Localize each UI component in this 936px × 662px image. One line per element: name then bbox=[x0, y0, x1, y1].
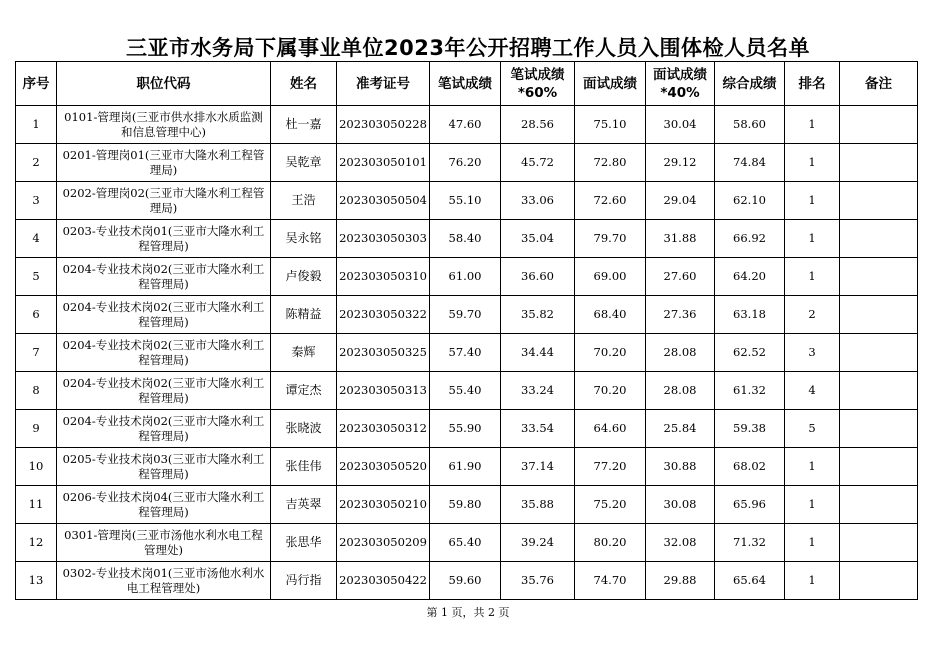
cell-written-weighted: 33.06 bbox=[501, 182, 575, 220]
header-rank: 排名 bbox=[785, 62, 840, 106]
cell-rank: 1 bbox=[785, 524, 840, 562]
cell-remark bbox=[840, 296, 918, 334]
cell-written-weighted: 36.60 bbox=[501, 258, 575, 296]
cell-total: 71.32 bbox=[715, 524, 785, 562]
cell-total: 65.96 bbox=[715, 486, 785, 524]
cell-position: 0301-管理岗(三亚市汤他水利水电工程管理处) bbox=[57, 524, 271, 562]
cell-written: 76.20 bbox=[430, 144, 501, 182]
table-row bbox=[16, 524, 918, 562]
table-row bbox=[16, 448, 918, 486]
cell-total: 68.02 bbox=[715, 448, 785, 486]
cell-interview-weighted: 27.36 bbox=[646, 296, 715, 334]
cell-interview: 79.70 bbox=[575, 220, 646, 258]
cell-name: 杜一嘉 bbox=[271, 106, 337, 144]
cell-position: 0205-专业技术岗03(三亚市大隆水利工程管理局) bbox=[57, 448, 271, 486]
table-row bbox=[16, 296, 918, 334]
header-total-score: 综合成绩 bbox=[715, 62, 785, 106]
cell-interview: 74.70 bbox=[575, 562, 646, 600]
cell-remark bbox=[840, 524, 918, 562]
cell-interview-weighted: 30.04 bbox=[646, 106, 715, 144]
cell-ticket: 202303050210 bbox=[337, 486, 430, 524]
cell-position: 0302-专业技术岗01(三亚市汤他水利水电工程管理处) bbox=[57, 562, 271, 600]
cell-rank: 3 bbox=[785, 334, 840, 372]
cell-written-weighted: 45.72 bbox=[501, 144, 575, 182]
cell-ticket: 202303050313 bbox=[337, 372, 430, 410]
cell-written: 61.90 bbox=[430, 448, 501, 486]
cell-total: 59.38 bbox=[715, 410, 785, 448]
cell-written-weighted: 33.54 bbox=[501, 410, 575, 448]
cell-ticket: 202303050312 bbox=[337, 410, 430, 448]
header-seq: 序号 bbox=[16, 62, 57, 106]
header-remark: 备注 bbox=[840, 62, 918, 106]
cell-total: 62.10 bbox=[715, 182, 785, 220]
cell-rank: 5 bbox=[785, 410, 840, 448]
cell-total: 62.52 bbox=[715, 334, 785, 372]
cell-written-weighted: 35.88 bbox=[501, 486, 575, 524]
cell-name: 冯行指 bbox=[271, 562, 337, 600]
cell-remark bbox=[840, 106, 918, 144]
cell-interview: 72.80 bbox=[575, 144, 646, 182]
cell-ticket: 202303050520 bbox=[337, 448, 430, 486]
cell-position: 0203-专业技术岗01(三亚市大隆水利工程管理局) bbox=[57, 220, 271, 258]
cell-position: 0204-专业技术岗02(三亚市大隆水利工程管理局) bbox=[57, 296, 271, 334]
cell-interview-weighted: 29.04 bbox=[646, 182, 715, 220]
cell-position: 0204-专业技术岗02(三亚市大隆水利工程管理局) bbox=[57, 372, 271, 410]
cell-seq: 5 bbox=[16, 258, 57, 296]
cell-written: 59.80 bbox=[430, 486, 501, 524]
header-name: 姓名 bbox=[271, 62, 337, 106]
cell-name: 吴永铭 bbox=[271, 220, 337, 258]
cell-written: 65.40 bbox=[430, 524, 501, 562]
cell-interview-weighted: 30.08 bbox=[646, 486, 715, 524]
cell-rank: 4 bbox=[785, 372, 840, 410]
cell-name: 陈精益 bbox=[271, 296, 337, 334]
cell-rank: 1 bbox=[785, 106, 840, 144]
cell-rank: 1 bbox=[785, 258, 840, 296]
cell-written: 59.60 bbox=[430, 562, 501, 600]
cell-rank: 1 bbox=[785, 144, 840, 182]
cell-name: 卢俊毅 bbox=[271, 258, 337, 296]
cell-position: 0206-专业技术岗04(三亚市大隆水利工程管理局) bbox=[57, 486, 271, 524]
cell-name: 秦辉 bbox=[271, 334, 337, 372]
cell-ticket: 202303050325 bbox=[337, 334, 430, 372]
cell-written: 47.60 bbox=[430, 106, 501, 144]
cell-remark bbox=[840, 220, 918, 258]
header-written-score: 笔试成绩 bbox=[430, 62, 501, 106]
header-interview-weighted bbox=[646, 62, 715, 106]
cell-remark bbox=[840, 448, 918, 486]
cell-written-weighted: 35.76 bbox=[501, 562, 575, 600]
cell-written: 55.10 bbox=[430, 182, 501, 220]
cell-remark bbox=[840, 486, 918, 524]
table-row bbox=[16, 334, 918, 372]
header-written-weighted bbox=[501, 62, 575, 106]
cell-remark bbox=[840, 410, 918, 448]
cell-interview: 77.20 bbox=[575, 448, 646, 486]
cell-name: 张思华 bbox=[271, 524, 337, 562]
cell-interview-weighted: 32.08 bbox=[646, 524, 715, 562]
cell-interview: 70.20 bbox=[575, 334, 646, 372]
cell-interview: 72.60 bbox=[575, 182, 646, 220]
table-row bbox=[16, 372, 918, 410]
cell-total: 61.32 bbox=[715, 372, 785, 410]
cell-ticket: 202303050422 bbox=[337, 562, 430, 600]
cell-remark bbox=[840, 258, 918, 296]
cell-name: 吉英翠 bbox=[271, 486, 337, 524]
cell-position: 0202-管理岗02(三亚市大隆水利工程管理局) bbox=[57, 182, 271, 220]
header-interview-weighted-line1: 面试成绩 bbox=[653, 66, 707, 83]
cell-seq: 10 bbox=[16, 448, 57, 486]
cell-interview: 68.40 bbox=[575, 296, 646, 334]
cell-ticket: 202303050303 bbox=[337, 220, 430, 258]
table-row bbox=[16, 220, 918, 258]
header-written-weighted-line2: *60% bbox=[517, 84, 558, 101]
table-row bbox=[16, 258, 918, 296]
header-position-code: 职位代码 bbox=[57, 62, 271, 106]
cell-written: 61.00 bbox=[430, 258, 501, 296]
cell-ticket: 202303050228 bbox=[337, 106, 430, 144]
cell-seq: 2 bbox=[16, 144, 57, 182]
table-row bbox=[16, 144, 918, 182]
cell-ticket: 202303050101 bbox=[337, 144, 430, 182]
cell-remark bbox=[840, 372, 918, 410]
cell-ticket: 202303050504 bbox=[337, 182, 430, 220]
header-interview-score: 面试成绩 bbox=[575, 62, 646, 106]
cell-written: 57.40 bbox=[430, 334, 501, 372]
cell-remark bbox=[840, 562, 918, 600]
cell-rank: 2 bbox=[785, 296, 840, 334]
cell-name: 谭定杰 bbox=[271, 372, 337, 410]
cell-rank: 1 bbox=[785, 182, 840, 220]
cell-written-weighted: 39.24 bbox=[501, 524, 575, 562]
cell-written: 59.70 bbox=[430, 296, 501, 334]
cell-written: 55.40 bbox=[430, 372, 501, 410]
cell-position: 0204-专业技术岗02(三亚市大隆水利工程管理局) bbox=[57, 410, 271, 448]
page-footer: 第 1 页，共 2 页 bbox=[426, 606, 510, 619]
cell-written-weighted: 33.24 bbox=[501, 372, 575, 410]
cell-written-weighted: 37.14 bbox=[501, 448, 575, 486]
cell-name: 王浩 bbox=[271, 182, 337, 220]
cell-total: 58.60 bbox=[715, 106, 785, 144]
candidate-table bbox=[15, 61, 918, 600]
cell-position: 0201-管理岗01(三亚市大隆水利工程管理局) bbox=[57, 144, 271, 182]
cell-position: 0204-专业技术岗02(三亚市大隆水利工程管理局) bbox=[57, 334, 271, 372]
cell-remark bbox=[840, 182, 918, 220]
cell-remark bbox=[840, 334, 918, 372]
cell-total: 63.18 bbox=[715, 296, 785, 334]
cell-name: 吴乾章 bbox=[271, 144, 337, 182]
cell-total: 66.92 bbox=[715, 220, 785, 258]
cell-seq: 12 bbox=[16, 524, 57, 562]
cell-rank: 1 bbox=[785, 220, 840, 258]
header-written-weighted-line1: 笔试成绩 bbox=[510, 66, 565, 83]
cell-interview-weighted: 28.08 bbox=[646, 334, 715, 372]
cell-interview: 80.20 bbox=[575, 524, 646, 562]
cell-interview: 69.00 bbox=[575, 258, 646, 296]
cell-rank: 1 bbox=[785, 562, 840, 600]
cell-seq: 3 bbox=[16, 182, 57, 220]
cell-seq: 6 bbox=[16, 296, 57, 334]
cell-seq: 4 bbox=[16, 220, 57, 258]
cell-position: 0204-专业技术岗02(三亚市大隆水利工程管理局) bbox=[57, 258, 271, 296]
page-title: 三亚市水务局下属事业单位2023年公开招聘工作人员入围体检人员名单 bbox=[126, 36, 810, 60]
cell-written-weighted: 35.82 bbox=[501, 296, 575, 334]
cell-interview: 75.20 bbox=[575, 486, 646, 524]
cell-name: 张晓波 bbox=[271, 410, 337, 448]
cell-interview-weighted: 30.88 bbox=[646, 448, 715, 486]
cell-seq: 11 bbox=[16, 486, 57, 524]
cell-interview-weighted: 28.08 bbox=[646, 372, 715, 410]
cell-name: 张佳伟 bbox=[271, 448, 337, 486]
cell-seq: 8 bbox=[16, 372, 57, 410]
cell-written-weighted: 28.56 bbox=[501, 106, 575, 144]
cell-interview-weighted: 29.88 bbox=[646, 562, 715, 600]
cell-remark bbox=[840, 144, 918, 182]
table-row bbox=[16, 486, 918, 524]
header-interview-weighted-line2: *40% bbox=[660, 84, 700, 101]
cell-total: 65.64 bbox=[715, 562, 785, 600]
cell-ticket: 202303050322 bbox=[337, 296, 430, 334]
cell-seq: 9 bbox=[16, 410, 57, 448]
table-header-row bbox=[16, 62, 918, 106]
header-ticket-number: 准考证号 bbox=[337, 62, 430, 106]
cell-rank: 1 bbox=[785, 448, 840, 486]
cell-interview: 75.10 bbox=[575, 106, 646, 144]
cell-written: 58.40 bbox=[430, 220, 501, 258]
cell-ticket: 202303050310 bbox=[337, 258, 430, 296]
cell-interview-weighted: 25.84 bbox=[646, 410, 715, 448]
cell-position: 0101-管理岗(三亚市供水排水水质监测和信息管理中心) bbox=[57, 106, 271, 144]
cell-interview-weighted: 29.12 bbox=[646, 144, 715, 182]
cell-total: 64.20 bbox=[715, 258, 785, 296]
cell-total: 74.84 bbox=[715, 144, 785, 182]
table-row bbox=[16, 562, 918, 600]
cell-interview: 70.20 bbox=[575, 372, 646, 410]
cell-seq: 7 bbox=[16, 334, 57, 372]
cell-seq: 1 bbox=[16, 106, 57, 144]
cell-interview-weighted: 27.60 bbox=[646, 258, 715, 296]
cell-ticket: 202303050209 bbox=[337, 524, 430, 562]
cell-rank: 1 bbox=[785, 486, 840, 524]
table-row bbox=[16, 410, 918, 448]
cell-seq: 13 bbox=[16, 562, 57, 600]
cell-interview: 64.60 bbox=[575, 410, 646, 448]
cell-written-weighted: 34.44 bbox=[501, 334, 575, 372]
table-row bbox=[16, 182, 918, 220]
table-row bbox=[16, 106, 918, 144]
cell-written: 55.90 bbox=[430, 410, 501, 448]
cell-written-weighted: 35.04 bbox=[501, 220, 575, 258]
cell-interview-weighted: 31.88 bbox=[646, 220, 715, 258]
